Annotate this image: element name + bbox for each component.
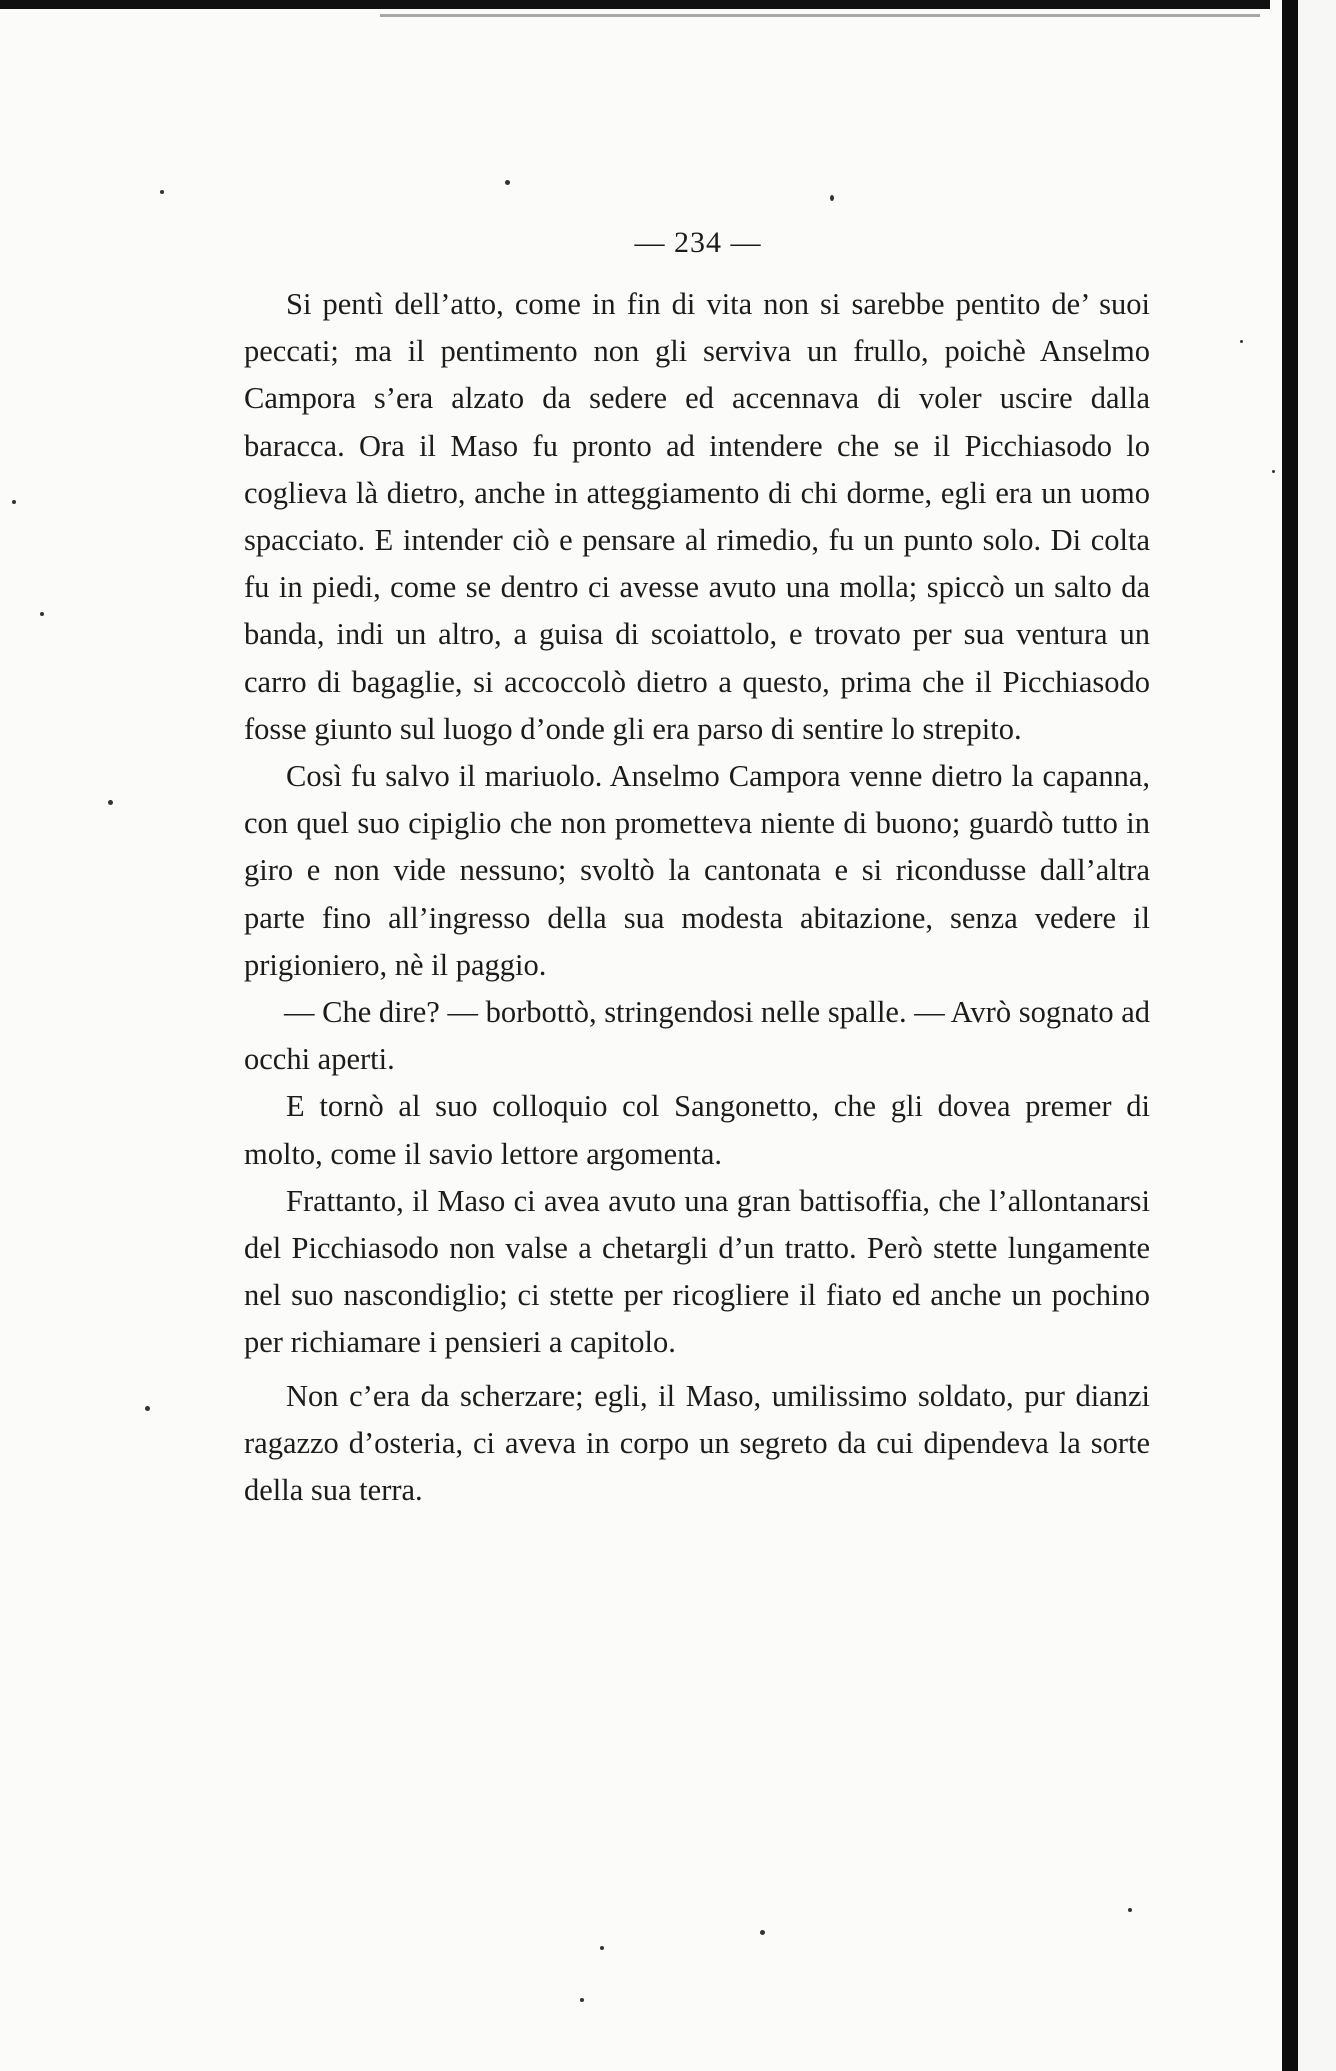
scan-speck: [1240, 340, 1243, 343]
scan-margin: [1298, 0, 1336, 2071]
paragraph-dialogue: — Che dire? — borbottò, stringendosi nelle spalle. — Avrò sognato ad occhi aperti.: [244, 995, 1150, 1077]
scan-speck: [12, 500, 16, 504]
scan-speck: [1128, 1908, 1132, 1912]
paragraph: Si pentì dell’atto, come in fin di vita non si sarebbe pentito de’ suoi peccati; ma il pentimento non gli serviva un frullo, poichè Anselmo Campora s’era alzato da sedere ed accennava di voler uscire dalla baracca. Ora il Maso fu pronto ad intendere che se il Picchiasodo lo coglieva là dietro, anche in atteggiamento di chi dorme, egli era un uomo spacciato. E intender ciò e pensare al rimedio, fu un punto solo. Di colta fu in piedi, come se dentro ci avesse avuto una molla; spiccò un salto da banda, indi un altro, a guisa di scoiattolo, e trovato per sua ventura un carro di bagaglie, si accoccolò dietro a questo, prima che il Picchiasodo fosse giunto sul luogo d’onde gli era parso di sentire lo strepito.: [244, 287, 1150, 746]
scan-speck: [108, 800, 113, 805]
page-number-text: — 234 —: [634, 226, 762, 259]
paragraph: Non c’era da scherzare; egli, il Maso, umilissimo soldato, pur dianzi ragazzo d’osteria, ci aveva in corpo un segreto da cui dipendeva la sorte della sua terra.: [244, 1378, 1150, 1508]
scan-speck: [600, 1946, 604, 1950]
scan-speck: [580, 1998, 584, 2002]
scan-speck: [40, 612, 44, 616]
body-text: [244, 281, 1150, 1514]
page-number: [0, 226, 1336, 260]
scan-speck: [1272, 470, 1275, 473]
scan-speck: [145, 1406, 150, 1411]
scan-speck: [505, 180, 510, 185]
paragraph: E tornò al suo colloquio col Sangonetto, che gli dovea premer di molto, come il savio lettore argomenta.: [244, 1089, 1150, 1171]
paragraph: Così fu salvo il mariuolo. Anselmo Campora venne dietro la capanna, con quel suo cipiglio che non prometteva niente di buono; guardò tutto in giro e non vide nessuno; svoltò la cantonata e si ricondusse dall’altra parte fino all’ingresso della sua modesta abitazione, senza vedere il prigioniero, nè il paggio.: [244, 759, 1150, 982]
scan-speck: [760, 1930, 765, 1935]
scan-speck: [830, 195, 834, 201]
scan-binding-edge: [1282, 0, 1298, 2071]
scan-speck: [160, 190, 164, 194]
paragraph: Frattanto, il Maso ci avea avuto una gran battisoffia, che l’allontanarsi del Picchiasodo non valse a chetargli d’un tratto. Però stette lungamente nel suo nascondiglio; ci stette per ricogliere il fiato ed anche un pochino per richiamare i pensieri a capitolo.: [244, 1183, 1150, 1360]
scan-top-edge: [0, 0, 1270, 9]
scan-top-shadow: [380, 14, 1260, 17]
